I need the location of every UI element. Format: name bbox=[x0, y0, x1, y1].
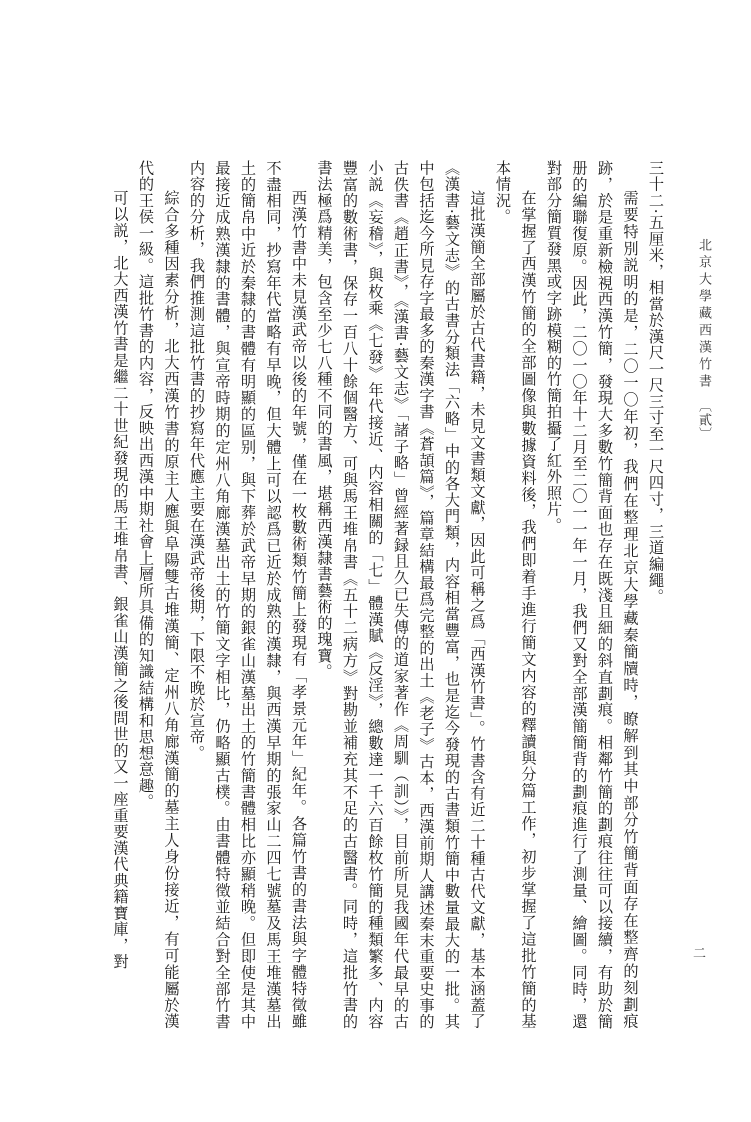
paragraph: 三十二·五厘米，相當於漢尺一尺三寸至一尺四寸，三道編繩。 bbox=[647, 160, 665, 605]
page-number: 二 bbox=[690, 946, 705, 959]
book-title: 北京大學藏西漢竹書 bbox=[696, 238, 711, 391]
volume-tag: 〔貳〕 bbox=[696, 399, 711, 441]
running-head bbox=[694, 238, 713, 441]
paragraph: 綜合多種因素分析，北大西漢竹書的原主人應與阜陽雙古堆漢簡、定州八角廊漢簡的墓主人身份接近，有可能屬於漢代的王侯一級。這批竹書的内容，反映出西漢中期社會上層所具備的知識結構和思想意趣。 bbox=[137, 160, 181, 1030]
paragraph: 需要特別説明的是，二〇一〇年初，我們在整理北京大學藏秦簡牘時，瞭解到其中部分竹簡背面存在整齊的刻劃痕跡，於是重新檢視西漢竹簡，發現大多數竹簡背面也存在既淺且細的斜直劃痕。相鄰竹簡的劃痕往往可以接續，有助於簡册的編聯復原。因此，二〇一〇年十二月至二〇一一年一月，我們又對全部漢簡簡背的劃痕進行了測量、繪圖。同時，還對部分簡質發黑或字跡模糊的竹簡拍攝了紅外照片。 bbox=[545, 160, 640, 1030]
paragraph: 在掌握了西漢竹簡的全部圖像與數據資料後，我們即着手進行簡文内容的釋讀與分篇工作，初步掌握了這批竹簡的基本情況。 bbox=[494, 160, 538, 1030]
body-text bbox=[78, 160, 668, 1030]
paragraph: 這批漢簡全部屬於古代書籍，未見文書類文獻，因此可稱之爲「西漢竹書」。竹書含有近二十種古代文獻，基本涵蓋了《漢書·藝文志》的古書分類法「六略」中的各大門類，内容相當豐富，也是迄今發現的古書類竹簡中數量最大的一批。其中包括迄今所見存字最多的秦漢字書《蒼頡篇》，篇章結構最爲完整的出土《老子》古本，西漢前期人講述秦末重要史事的古佚書《趙正書》，《漢書·藝文志》「諸子略」曾經著録且久已失傳的道家著作《周馴（訓）》，目前所見我國年代最早的古小説《妄稽》，與枚乘《七發》年代接近、内容相關的「七」體漢賦《反淫》，總數達一千六百餘枚竹簡的種類繁多、内容豐富的數術書，保存一百八十餘個醫方、可與馬王堆帛書《五十二病方》對勘並補充其不足的古醫書。同時，這批竹書的書法極爲精美，包含至少七八種不同的書風，堪稱西漢隸書藝術的瑰寶。 bbox=[315, 160, 487, 1030]
paragraph: 西漢竹書中未見漢武帝以後的年號，僅在一枚數術類竹簡上發現有「孝景元年」紀年。各篇竹書的書法與字體特徵雖不盡相同，抄寫年代當略有早晚，但大體上可以認爲已近於成熟的漢隸，與西漢早期的張家山二四七號墓及馬王堆漢墓出土的簡帛中近於秦隸的書體有明顯的區别，與下葬於武帝早期的銀雀山漢墓出土的竹簡書體相比亦顯稍晚。但即使是其中最接近成熟漢隸的書體，與宣帝時期的定州八角廊漢墓出土的竹簡文字相比，仍略顯古樸。由書體特徵並結合對全部竹書内容的分析，我們推測這批竹書的抄寫年代應主要在漢武帝後期，下限不晚於宣帝。 bbox=[188, 160, 308, 1030]
paragraph: 可以説，北大西漢竹書是繼二十世紀發現的馬王堆帛書、銀雀山漢簡之後問世的又一座重要漢代典籍寶庫，對 bbox=[111, 190, 130, 971]
